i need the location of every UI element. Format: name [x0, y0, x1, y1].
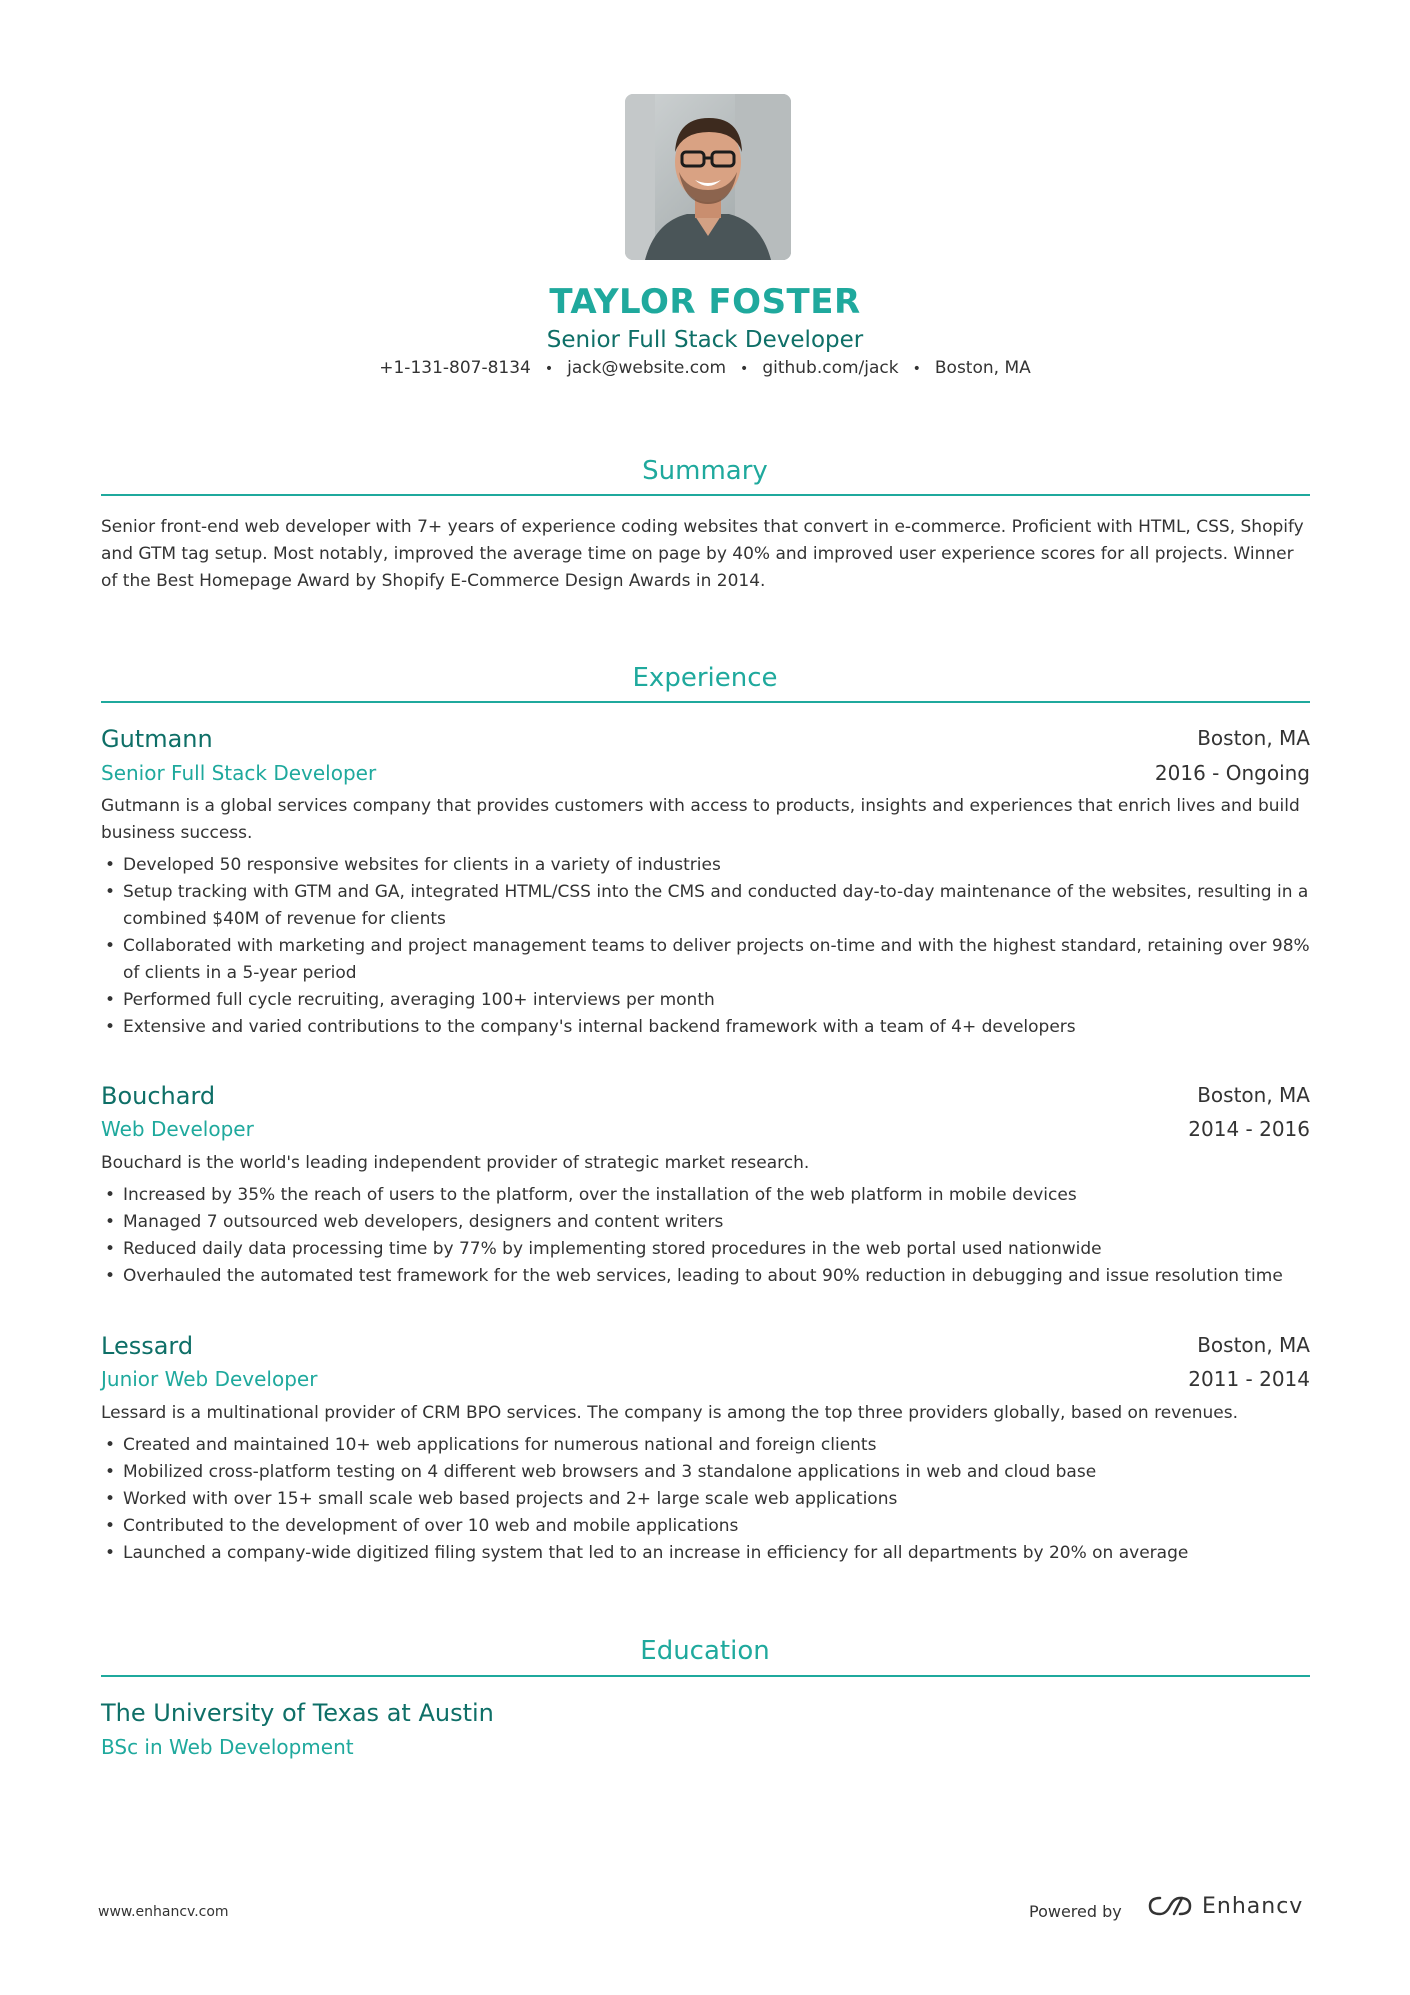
footer-url[interactable]: www.enhancv.com	[98, 1904, 229, 1920]
experience-divider	[101, 701, 1310, 703]
job-location: Boston, MA	[1197, 1083, 1310, 1107]
job-company: Bouchard	[101, 1082, 216, 1110]
job-description: Lessard is a multinational provider of CRM BPO services. The company is among the top three providers globally, based on revenues.	[101, 1403, 1238, 1423]
list-item: • Contributed to the development of over 10 web and mobile applications	[101, 1513, 1310, 1540]
job-achievements	[101, 1182, 1310, 1290]
job-role: Senior Full Stack Developer	[101, 761, 377, 785]
list-item: • Mobilized cross-platform testing on 4 different web browsers and 3 standalone applications in web and cloud base	[101, 1459, 1310, 1486]
summary-heading: Summary	[642, 456, 768, 486]
job-achievements	[101, 1432, 1310, 1567]
contact-github[interactable]: github.com/jack	[762, 358, 899, 378]
education-heading: Education	[640, 1636, 770, 1666]
job-dates: 2011 - 2014	[1188, 1367, 1310, 1391]
job-dates: 2016 - Ongoing	[1154, 761, 1310, 785]
list-item: • Collaborated with marketing and project management teams to deliver projects on-time and with the highest standard, retaining over 98% of clients in a 5-year period	[101, 933, 1310, 987]
job-location: Boston, MA	[1197, 726, 1310, 750]
list-item: • Reduced daily data processing time by 77% by implementing stored procedures in the web portal used nationwide	[101, 1236, 1310, 1263]
list-item: • Setup tracking with GTM and GA, integrated HTML/CSS into the CMS and conducted day-to-day maintenance of the websites, resulting in a combined $40M of revenue for clients	[101, 879, 1310, 933]
contact-location: Boston, MA	[934, 358, 1031, 378]
profile-photo	[625, 94, 791, 260]
job-location: Boston, MA	[1197, 1333, 1310, 1357]
job-description: Gutmann is a global services company that provides customers with access to products, insights and experiences that enrich lives and build business success.	[101, 796, 1300, 843]
contact-separator: •	[740, 361, 749, 377]
contact-phone: +1-131-807-8134	[379, 358, 531, 378]
summary-divider	[101, 494, 1310, 496]
contact-email[interactable]: jack@website.com	[567, 358, 727, 378]
job-role: Junior Web Developer	[101, 1367, 318, 1391]
list-item: • Overhauled the automated test framework for the web services, leading to about 90% reduction in debugging and issue resolution time	[101, 1263, 1310, 1290]
list-item: • Increased by 35% the reach of users to the platform, over the installation of the web platform in mobile devices	[101, 1182, 1310, 1209]
education-degree: BSc in Web Development	[101, 1735, 354, 1759]
contact-separator: •	[544, 361, 554, 377]
job-description: Bouchard is the world's leading independent provider of strategic market research.	[101, 1153, 810, 1173]
list-item: • Created and maintained 10+ web applications for numerous national and foreign clients	[101, 1432, 1310, 1459]
job-dates: 2014 - 2016	[1188, 1117, 1310, 1141]
job-role: Web Developer	[101, 1117, 254, 1141]
list-item: • Launched a company-wide digitized filing system that led to an increase in efficiency for all departments by 20% on average	[101, 1540, 1310, 1567]
contact-info	[0, 358, 1410, 378]
list-item: • Performed full cycle recruiting, averaging 100+ interviews per month	[101, 987, 1310, 1014]
list-item: • Worked with over 15+ small scale web based projects and 2+ large scale web applications	[101, 1486, 1310, 1513]
brand-logo[interactable]	[1146, 1893, 1303, 1919]
enhancv-logo-icon	[1146, 1893, 1194, 1919]
job-company: Lessard	[101, 1332, 194, 1360]
list-item: • Developed 50 responsive websites for clients in a variety of industries	[101, 852, 1310, 879]
contact-separator: •	[912, 361, 921, 377]
job-achievements	[101, 852, 1310, 1041]
list-item: • Extensive and varied contributions to the company's internal backend framework with a team of 4+ developers	[101, 1014, 1310, 1041]
education-school: The University of Texas at Austin	[101, 1699, 494, 1727]
list-item: • Managed 7 outsourced web developers, designers and content writers	[101, 1209, 1310, 1236]
education-divider	[101, 1675, 1310, 1677]
candidate-name: TAYLOR FOSTER	[549, 282, 861, 322]
candidate-title: Senior Full Stack Developer	[546, 327, 864, 353]
summary-text: Senior front-end web developer with 7+ years of experience coding websites that convert in e-commerce. Proficient with HTML, CSS, Shopify and GTM tag setup. Most notably, improved the average time on page by 40% and improved user experience scores for all projects. Winner of the Best Homepage Award by Shopify E-Commerce Design Awards in 2014.	[101, 517, 1304, 591]
job-company: Gutmann	[101, 725, 213, 753]
experience-heading: Experience	[632, 663, 778, 693]
brand-name: Enhancv	[1202, 1893, 1304, 1919]
powered-by-label: Powered by	[1029, 1902, 1122, 1921]
